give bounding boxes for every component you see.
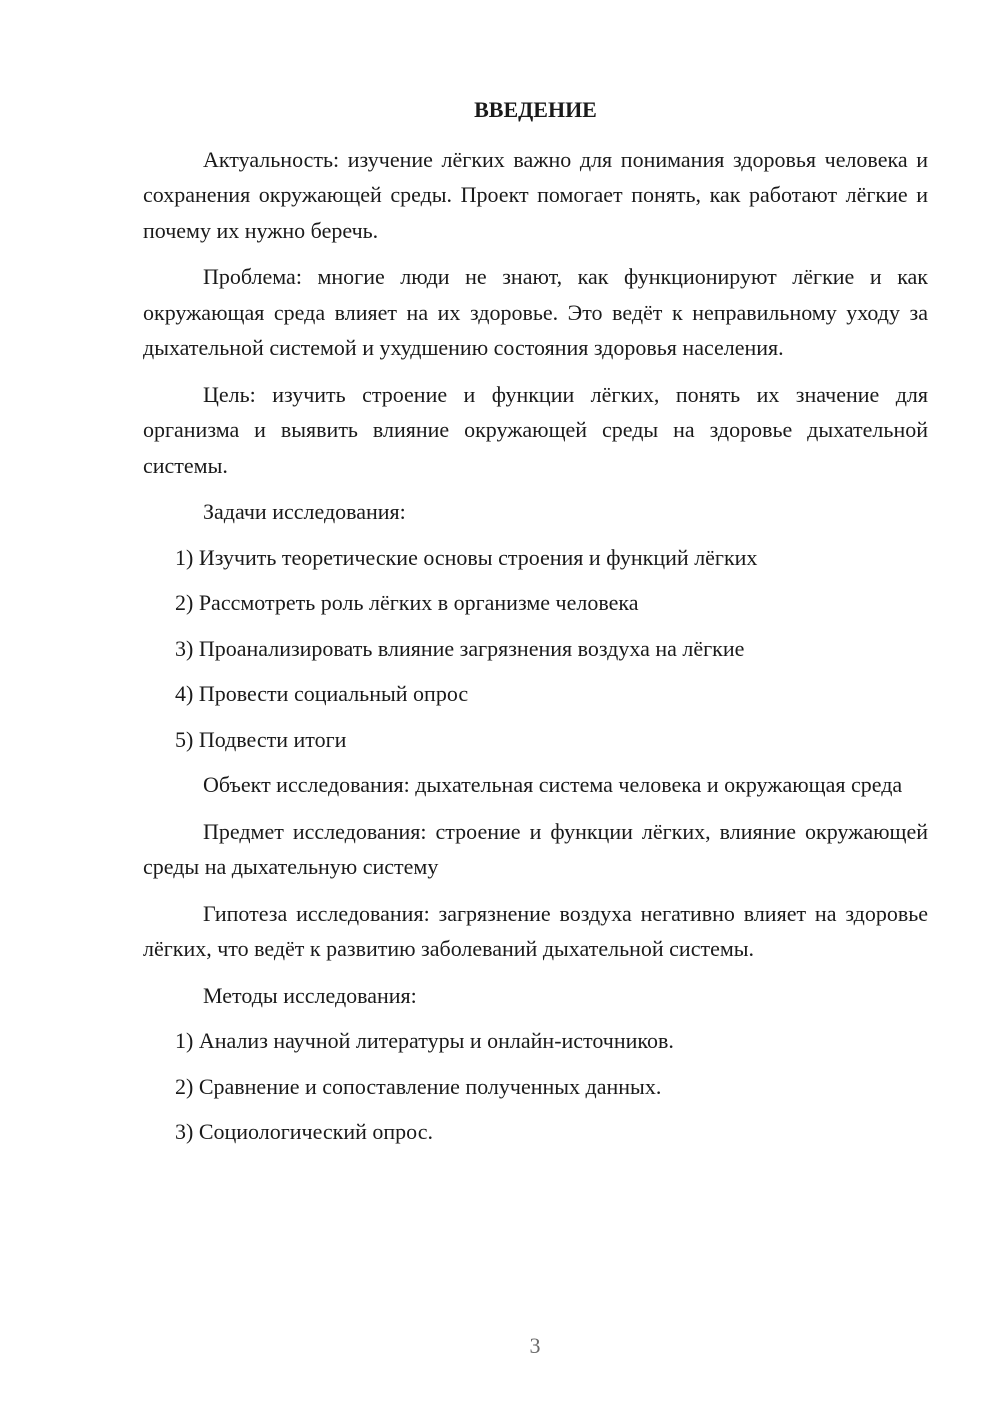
list-item: 2) Сравнение и сопоставление полученных данных. — [175, 1073, 662, 1099]
relevance-paragraph: Актуальность: изучение лёгких важно для понимания здоровья человека и сохранения окружающей среды. Проект помогает понять, как работают лёгкие и почему их нужно беречь. — [143, 146, 928, 243]
object-paragraph: Объект исследования: дыхательная система человека и окружающая среда — [203, 772, 903, 797]
list-item: 5) Подвести итоги — [175, 726, 347, 752]
hypothesis-paragraph: Гипотеза исследования: загрязнение воздуха негативно влияет на здоровье лёгких, что ведёт к развитию заболеваний дыхательной системы. — [143, 900, 928, 961]
problem-paragraph: Проблема: многие люди не знают, как функционируют лёгкие и как окружающая среда влияет на их здоровье. Это ведёт к неправильному уходу за дыхательной системой и ухудшению состояния здоровья населения. — [143, 264, 928, 360]
page-title: ВВЕДЕНИЕ — [474, 97, 597, 122]
tasks-list — [143, 540, 928, 758]
page-number: 3 — [529, 1333, 541, 1358]
document-page — [143, 92, 928, 1160]
list-item: 4) Провести социальный опрос — [175, 681, 469, 706]
goal-paragraph: Цель: изучить строение и функции лёгких, понять их значение для организма и выявить влияние окружающей среды на здоровье дыхательной системы. — [143, 381, 928, 478]
list-item: 2) Рассмотреть роль лёгких в организме человека — [175, 590, 639, 615]
list-item: 3) Социологический опрос. — [175, 1119, 433, 1144]
tasks-heading: Задачи исследования: — [203, 499, 406, 524]
subject-paragraph: Предмет исследования: строение и функции лёгких, влияние окружающей среды на дыхательную систему — [143, 818, 928, 879]
list-item: 3) Проанализировать влияние загрязнения воздуха на лёгкие — [175, 635, 745, 661]
list-item: 1) Изучить теоретические основы строения и функций лёгких — [175, 544, 758, 570]
list-item: 1) Анализ научной литературы и онлайн-источников. — [175, 1028, 674, 1053]
methods-heading: Методы исследования: — [203, 982, 417, 1008]
methods-list — [143, 1023, 928, 1150]
